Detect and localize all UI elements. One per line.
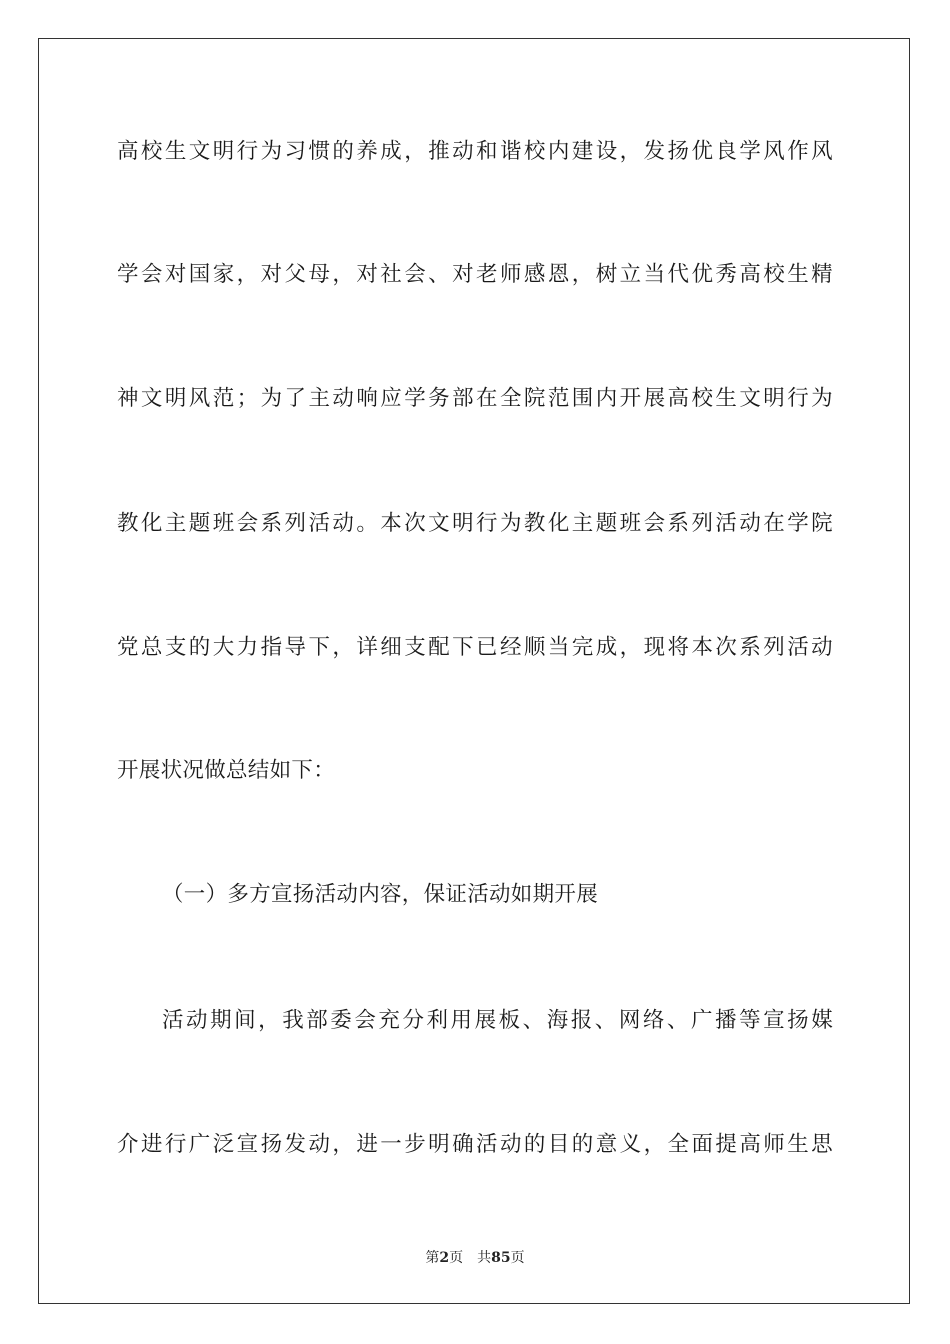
footer-page-suffix: 页: [449, 1250, 464, 1266]
footer-total-prefix: 共: [477, 1250, 492, 1266]
footer-page-number: 2: [439, 1250, 450, 1266]
body-paragraph-line-4: 教化主题班会系列活动。本次文明行为教化主题班会系列活动在学院: [117, 511, 833, 536]
section-heading: （一）多方宣扬活动内容，保证活动如期开展: [162, 882, 599, 907]
body-paragraph-line-2: 学会对国家，对父母，对社会、对老师感恩，树立当代优秀高校生精: [117, 262, 833, 287]
footer-total-pages: 85: [491, 1250, 511, 1266]
body-paragraph-line-7: 活动期间，我部委会充分利用展板、海报、网络、广播等宣扬媒: [162, 1008, 833, 1033]
body-paragraph-line-1: 高校生文明行为习惯的养成，推动和谐校内建设，发扬优良学风作风: [117, 139, 833, 164]
body-paragraph-line-5: 党总支的大力指导下，详细支配下已经顺当完成，现将本次系列活动: [117, 635, 833, 660]
body-paragraph-line-3: 神文明风范；为了主动响应学务部在全院范围内开展高校生文明行为: [117, 386, 833, 411]
footer-total-suffix: 页: [510, 1250, 525, 1266]
body-paragraph-line-8: 介进行广泛宣扬发动，进一步明确活动的目的意义，全面提高师生思: [117, 1132, 833, 1157]
page-footer: [0, 1249, 950, 1267]
page-border: [38, 38, 910, 1304]
footer-page-prefix: 第: [425, 1250, 440, 1266]
body-paragraph-line-6: 开展状况做总结如下：: [117, 758, 336, 783]
